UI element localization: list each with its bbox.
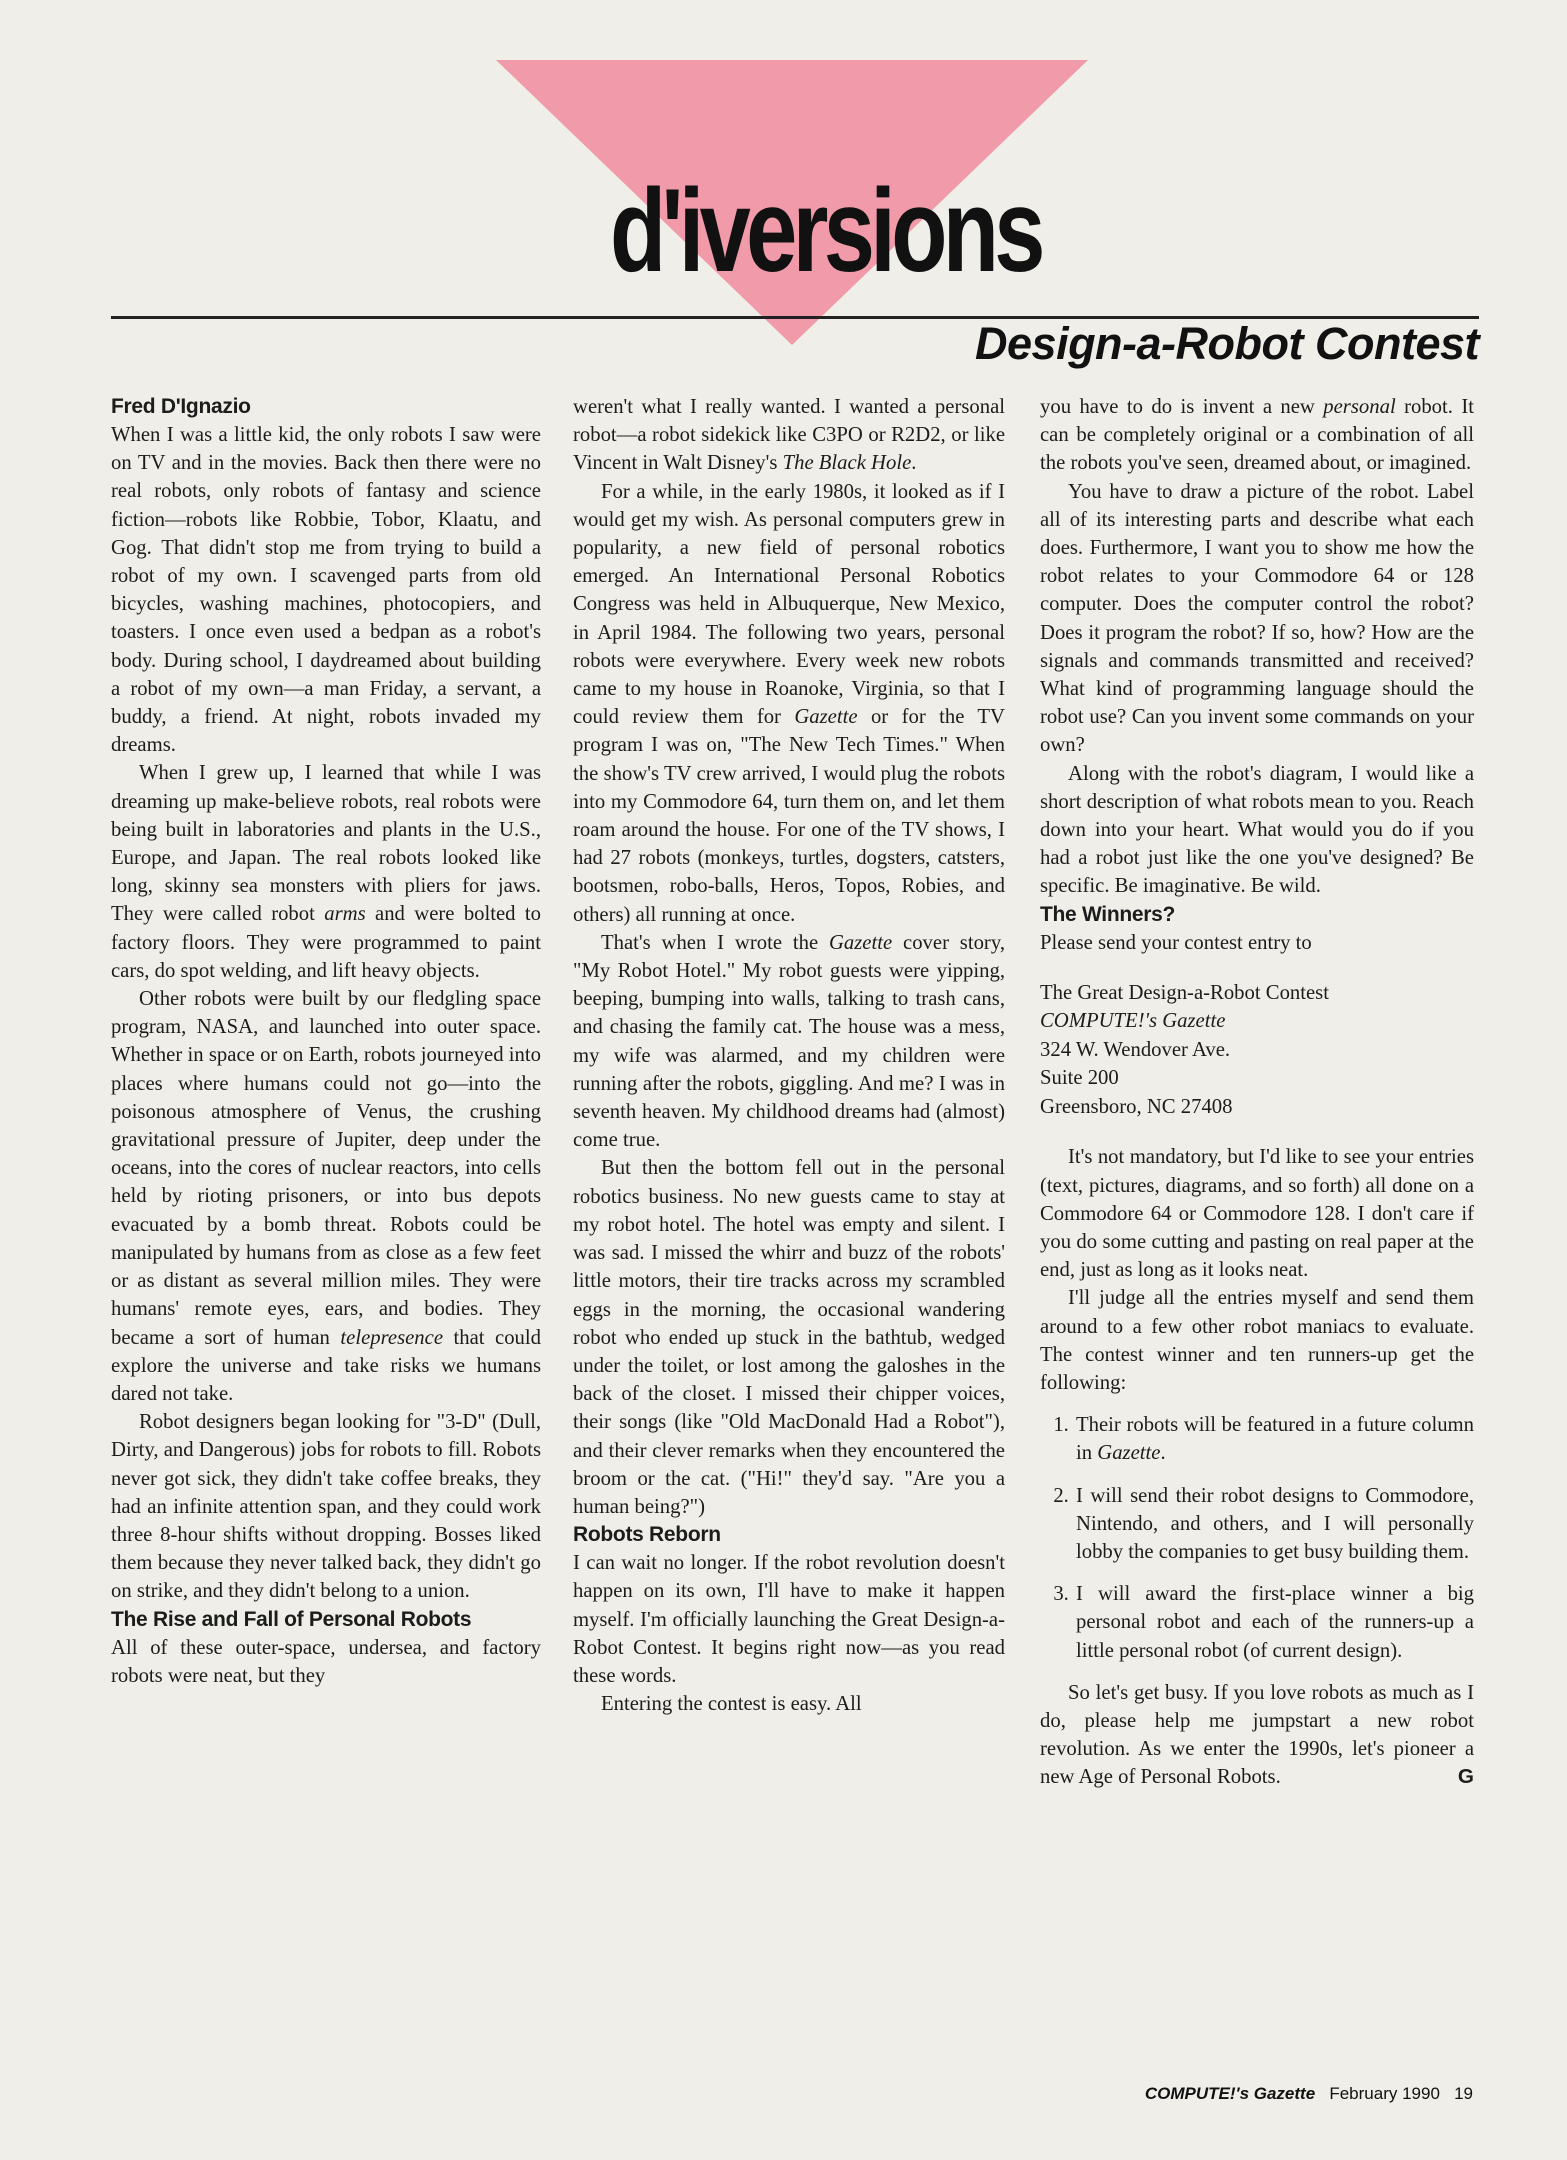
paragraph: You have to draw a picture of the robot. Label all of its interesting parts and describe what each does. Furthermore, I want you to show me how the robot relates to your Commodore 64 or 128 computer. Does the computer control the robot? Does it program the robot? If so, how? How are the signals and commands transmitted and received? What kind of programming language should the robot use? Can you invent some commands on your own? — [1040, 480, 1474, 757]
paragraph: That's when I wrote the Gazette cover story, "My Robot Hotel." My robot guests were yipping, beeping, bumping into walls, talking to trash cans, and chasing the family cat. The house was a mess, my wife was alarmed, and my children were running after the robots, giggling. And me? I was in seventh heaven. My childhood dreams had (almost) come true. — [573, 931, 1005, 1152]
list-item: 2. I will send their robot designs to Commodore, Nintendo, and others, and I will personally lobby the companies to get busy building them. — [1074, 1482, 1474, 1567]
column-2 — [573, 393, 1005, 1718]
paragraph: you have to do is invent a new personal robot. It can be completely original or a combination of all the robots you've seen, dreamed about, or imagined. — [1040, 396, 1474, 475]
subheading: The Winners? — [1040, 902, 1176, 926]
address-line: The Great Design-a-Robot Contest — [1040, 981, 1329, 1004]
paragraph: But then the bottom fell out in the personal robotics business. No new guests came to stay at my robot hotel. The hotel was empty and silent. I was sad. I missed the whirr and buzz of the robots' little motors, their tire tracks across my scrambled eggs in the morning, the occasional wandering robot who ended up stuck in the bathtub, wedged under the toilet, or lost among the galoshes in the back of the closet. I missed their chipper voices, their songs (like "Old MacDonald Had a Robot"), and their clever remarks when they encountered the broom or the cat. ("Hi!" they'd say. "Are you a human being?") — [573, 1157, 1005, 1518]
subheading: The Rise and Fall of Personal Robots — [111, 1607, 472, 1631]
column-3 — [1040, 393, 1474, 1792]
mailing-address — [1040, 979, 1474, 1122]
column-1 — [111, 393, 541, 1690]
prize-list — [1040, 1411, 1474, 1665]
paragraph: So let's get busy. If you love robots as much as I do, please help me jumpstart a new robot revolution. As we enter the 1990s, let's pioneer a new Age of Personal Robots. G — [1040, 1679, 1474, 1792]
paragraph: When I grew up, I learned that while I was dreaming up make-believe robots, real robots were being built in laboratories and plants in the U.S., Europe, and Japan. The real robots looked like long, skinny sea monsters with pliers for jaws. They were called robot arms and were bolted to factory floors. They were programmed to paint cars, do spot welding, and lift heavy objects. — [111, 762, 541, 982]
end-mark: G — [1457, 1765, 1474, 1789]
paragraph: Along with the robot's diagram, I would like a short description of what robots mean to you. Reach down into your heart. What would you do if you had a robot just like the one you've designed? Be specific. Be imaginative. Be wild. — [1040, 762, 1474, 898]
subheading: Robots Reborn — [573, 1523, 721, 1547]
address-line: COMPUTE!'s Gazette — [1040, 1010, 1226, 1033]
author-byline: Fred D'Ignazio — [111, 395, 251, 418]
paragraph: When I was a little kid, the only robots I saw were on TV and in the movies. Back then there were no real robots, only robots of fantasy and science fiction—robots like Robbie, Tobor, Klaatu, and Gog. That didn't stop me from trying to build a robot of my own. I scavenged parts from old bicycles, washing machines, photocopiers, and toasters. I once even used a bedpan as a robot's body. During school, I daydreamed about building a robot of my own—a man Friday, a servant, a buddy, a friend. At night, robots invaded my dreams. — [111, 424, 541, 757]
paragraph: Please send your contest entry to — [1040, 931, 1312, 954]
paragraph: I'll judge all the entries myself and send them around to a few other robot maniacs to evaluate. The contest winner and ten runners-up get the following: — [1040, 1287, 1474, 1394]
address-line: Greensboro, NC 27408 — [1040, 1095, 1233, 1118]
paragraph: Robot designers began looking for "3-D" (Dull, Dirty, and Dangerous) jobs for robots to fill. Robots never got sick, they didn't take coffee breaks, they had an infinite attention span, and they could work three 8-hour shifts without dropping. Bosses liked them because they never talked back, they didn't go on strike, and they didn't belong to a union. — [111, 1411, 541, 1603]
paragraph: I can wait no longer. If the robot revolution doesn't happen on its own, I'll have to make it happen myself. I'm officially launching the Great Design-a-Robot Contest. It begins right now—as you read these words. — [573, 1552, 1005, 1687]
page-footer — [1145, 2084, 1473, 2104]
article-title: Design-a-Robot Contest — [975, 318, 1479, 369]
address-line: Suite 200 — [1040, 1067, 1119, 1090]
paragraph: For a while, in the early 1980s, it looked as if I would get my wish. As personal computers grew in popularity, a new field of personal robotics emerged. An International Personal Robotics Congress was held in Albuquerque, New Mexico, in April 1984. The following two years, personal robots were everywhere. Every week new robots came to my house in Roanoke, Virginia, so that I could review them for Gazette or for the TV program I was on, "The New Tech Times." When the show's TV crew arrived, I would plug the robots into my Commodore 64, turn them on, and let them roam around the house. For one of the TV shows, I had 27 robots (monkeys, turtles, dogsters, catsters, bootsmen, robo-balls, Heros, Topos, Robies, and others) all running at once. — [573, 480, 1005, 926]
page-number: 19 — [1454, 2084, 1473, 2103]
list-item: 3. I will award the first-place winner a big personal robot and each of the runners-up a little personal robot (of current design). — [1074, 1580, 1474, 1665]
paragraph: It's not mandatory, but I'd like to see your entries (text, pictures, diagrams, and so forth) all done on a Commodore 64 or Commodore 128. I don't care if you do some cutting and pasting on real paper at the end, just as long as it looks neat. — [1040, 1146, 1474, 1282]
paragraph: Other robots were built by our fledgling space program, NASA, and launched into outer space. Whether in space or on Earth, robots journeyed into places where humans could not go—into the poisonous atmosphere of Venus, the crushing gravitational pressure of Jupiter, deep under the oceans, into the cores of nuclear reactors, into cells held by rioting prisoners, or into bus depots evacuated by a bomb threat. Robots could be manipulated by humans from as close as a few feet or as distant as several million miles. They were humans' remote eyes, ears, and bodies. They became a sort of human telepresence that could explore the universe and take risks we humans dared not take. — [111, 988, 541, 1405]
paragraph: Entering the contest is easy. All — [601, 1693, 862, 1716]
footer-magazine: COMPUTE!'s Gazette — [1144, 2084, 1316, 2103]
paragraph: All of these outer-space, undersea, and factory robots were neat, but they — [111, 1636, 541, 1687]
section-logo: d'iversions — [610, 165, 1041, 297]
address-line: 324 W. Wendover Ave. — [1040, 1038, 1231, 1061]
paragraph: weren't what I really wanted. I wanted a personal robot—a robot sidekick like C3PO or R2D2, or like Vincent in Walt Disney's The Black Hole. — [573, 396, 1005, 475]
footer-date: February 1990 — [1329, 2084, 1440, 2103]
list-item: 1. Their robots will be featured in a future column in Gazette. — [1074, 1411, 1474, 1467]
